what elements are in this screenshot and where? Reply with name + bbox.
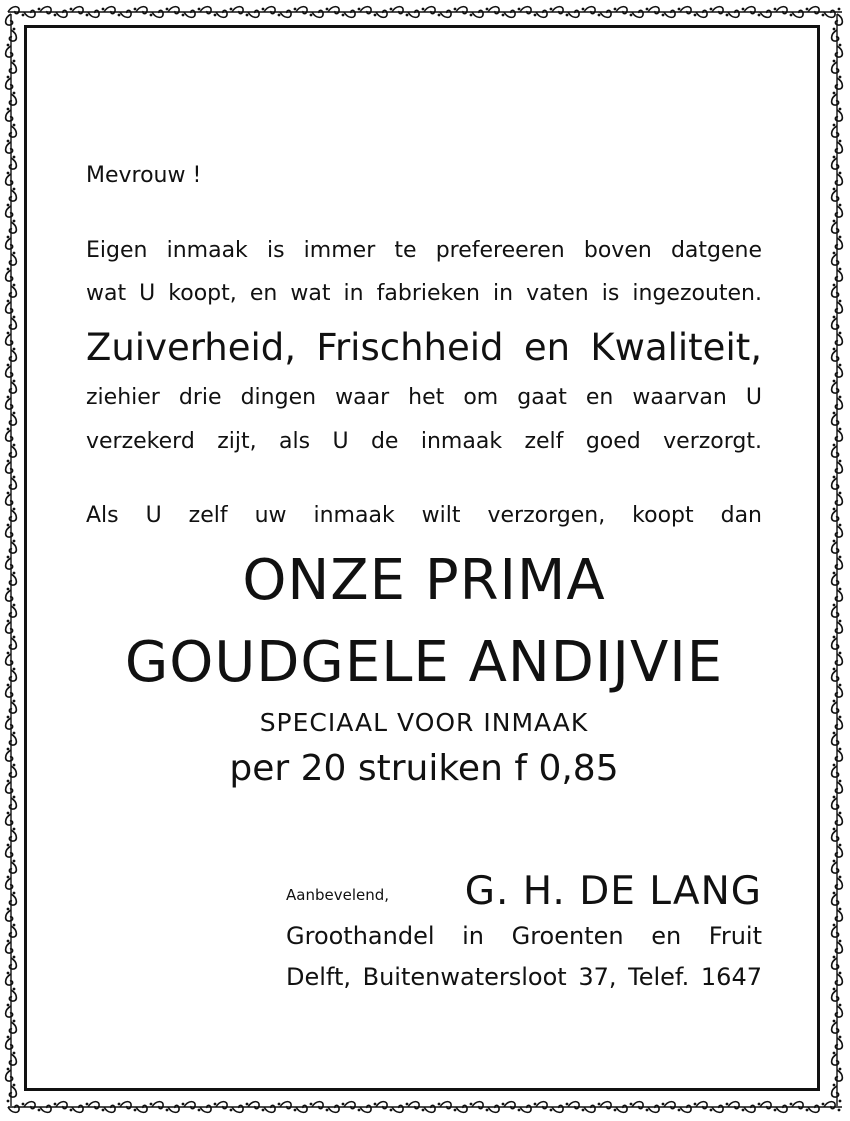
price-line: per 20 struiken f 0,85: [229, 748, 619, 789]
offer-intro: Als U zelf uw inmaak wilt verzorgen, koopt dan: [86, 503, 762, 528]
body-line: verzekerd zijt, als U de inmaak zelf goed verzorgt.: [86, 429, 762, 454]
body-line: ziehier drie dingen waar het om gaat en waarvan U: [86, 385, 762, 410]
signoff-label: Aanbevelend,: [286, 886, 390, 904]
greeting: Mevrouw !: [86, 163, 202, 188]
company-address: Delft, Buitenwatersloot 37, Telef. 1647: [286, 963, 762, 991]
qualities-headline: Zuiverheid, Frischheid en Kwaliteit,: [86, 326, 762, 369]
advertisement-text: [86, 0, 762, 1121]
company-description: Groothandel in Groenten en Fruit: [286, 922, 762, 950]
product-title-line: ONZE PRIMA: [242, 548, 606, 613]
intro-line: Eigen inmaak is immer te prefereeren boven datgene: [86, 238, 762, 263]
product-subtitle: SPECIAAL VOOR INMAAK: [259, 708, 589, 737]
ornamental-border-right: [832, 14, 843, 1106]
product-title-line: GOUDGELE ANDIJVIE: [124, 630, 724, 695]
signoff-row: [286, 862, 762, 914]
intro-line: wat U koopt, en wat in fabrieken in vaten is ingezouten.: [86, 281, 762, 306]
ornamental-border-left: [6, 14, 17, 1106]
company-name: G. H. DE LANG: [464, 869, 762, 914]
